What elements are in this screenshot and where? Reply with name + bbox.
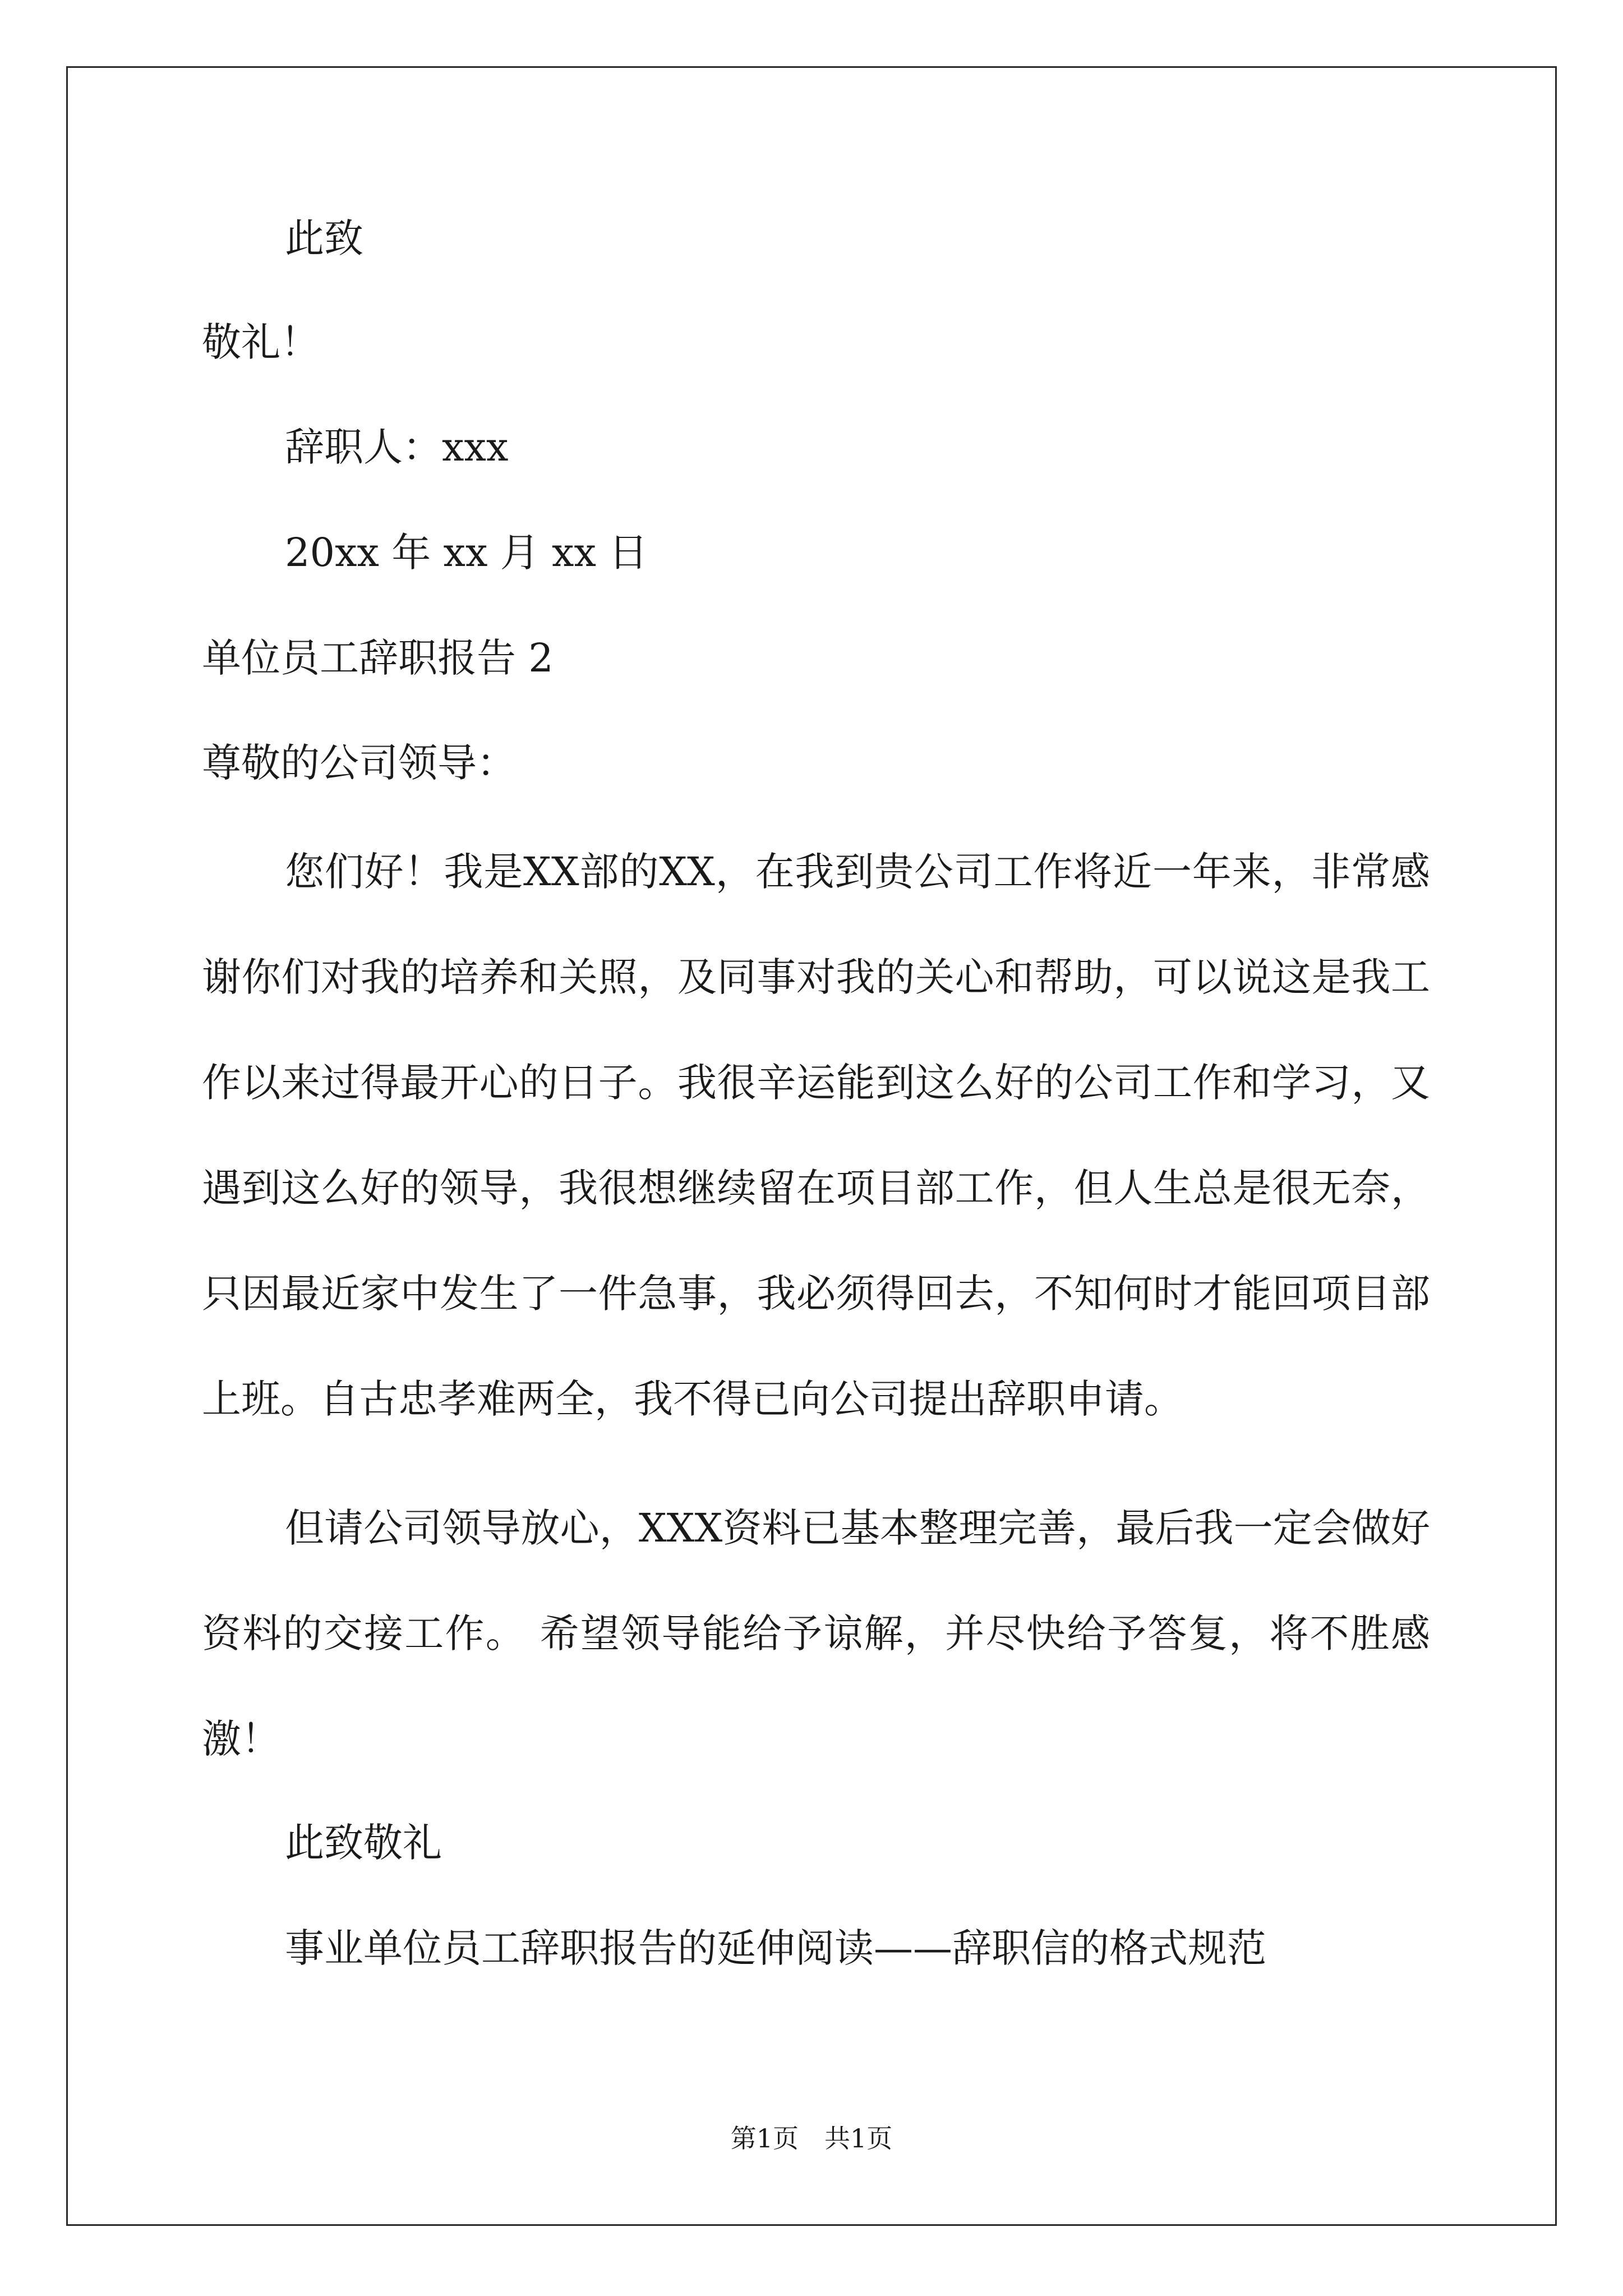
closing-line: 此致	[285, 215, 363, 261]
signer-line: 辞职人：xxx	[285, 424, 509, 470]
paragraph-1: 您们好！我是XX部的XX，在我到贵公司工作将近一年来，非常感谢你们对我的培养和关照，及同事对我的关心和帮助，可以说这是我工作以来过得最开心的日子。我很辛运能到这么好的公司工作和学习，又遇到这么好的领导，我很想继续留在项目部工作，但人生总是很无奈，只因最近家中发生了一件急事，我必须得回去，不知何时才能回项目部上班。自古忠孝难两全，我不得已向公司提出辞职申请。	[202, 849, 1430, 1422]
addressee-line: 尊敬的公司领导：	[202, 740, 516, 786]
closing-line-2: 此致敬礼	[285, 1820, 442, 1866]
paragraph-2: 但请公司领导放心，XXX资料已基本整理完善，最后我一定会做好资料的交接工作。 希望领导能给予谅解，并尽快给予答复，将不胜感激！	[202, 1505, 1430, 1762]
page-footer: 第1页 共1页	[730, 2123, 893, 2154]
section-heading: 单位员工辞职报告 2	[202, 635, 554, 681]
extended-reading-line: 事业单位员工辞职报告的延伸阅读——辞职信的格式规范	[285, 1925, 1266, 1971]
salutation-line: 敬礼！	[202, 319, 320, 365]
date-line: 20xx 年 xx 月 xx 日	[285, 530, 648, 576]
